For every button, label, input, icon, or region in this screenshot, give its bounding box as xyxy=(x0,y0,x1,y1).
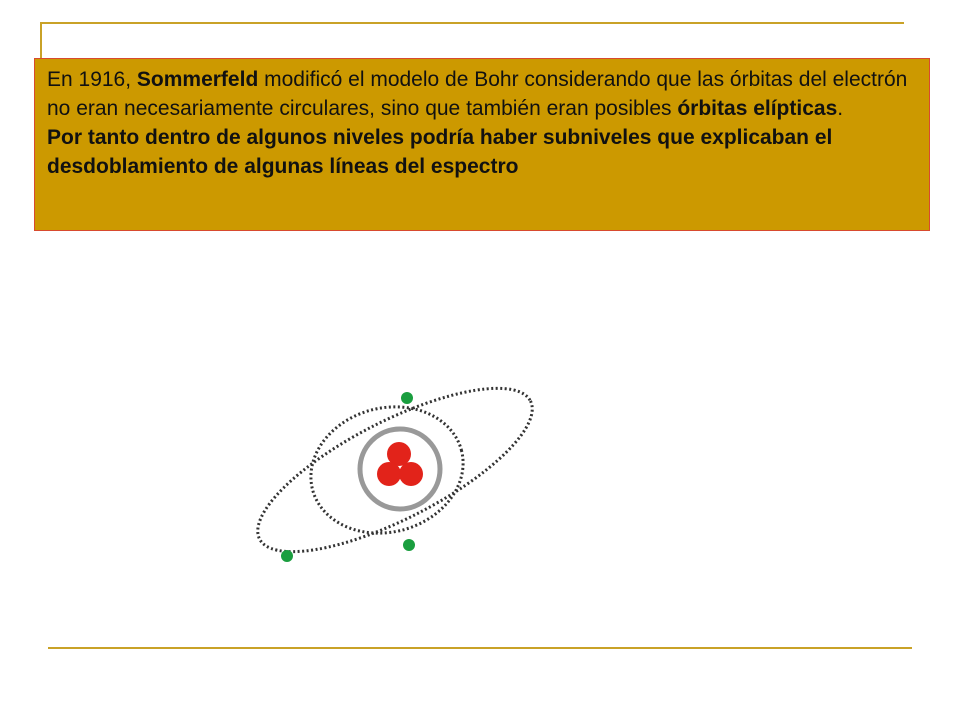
elliptical-orbits-term: órbitas elípticas xyxy=(677,97,838,120)
inner-circular-orbit xyxy=(360,429,440,509)
conclusion-text: Por tanto dentro de algunos niveles podría haber subniveles que explicaban el desdoblamiento de algunas líneas del espectro xyxy=(47,126,833,178)
intro-text-1: En 1916, xyxy=(47,68,137,91)
text-box xyxy=(34,58,930,231)
top-rule xyxy=(40,22,904,24)
bottom-rule xyxy=(48,647,912,649)
nucleus-proton-2 xyxy=(377,462,401,486)
scientist-name: Sommerfeld xyxy=(136,68,259,91)
intro-paragraph xyxy=(47,65,919,123)
nucleus-proton-3 xyxy=(399,462,423,486)
electron-2 xyxy=(281,550,293,562)
electron-1 xyxy=(401,392,413,404)
intro-text-2: modificó el modelo de Bohr considerando que las órbitas del electrón no eran necesariamente circulares, sino que también eran posibles xyxy=(47,68,908,120)
intro-text-3: . xyxy=(837,97,844,120)
electron-3 xyxy=(403,539,415,551)
sommerfeld-atom-diagram-icon xyxy=(245,370,545,570)
conclusion-paragraph xyxy=(47,123,919,181)
